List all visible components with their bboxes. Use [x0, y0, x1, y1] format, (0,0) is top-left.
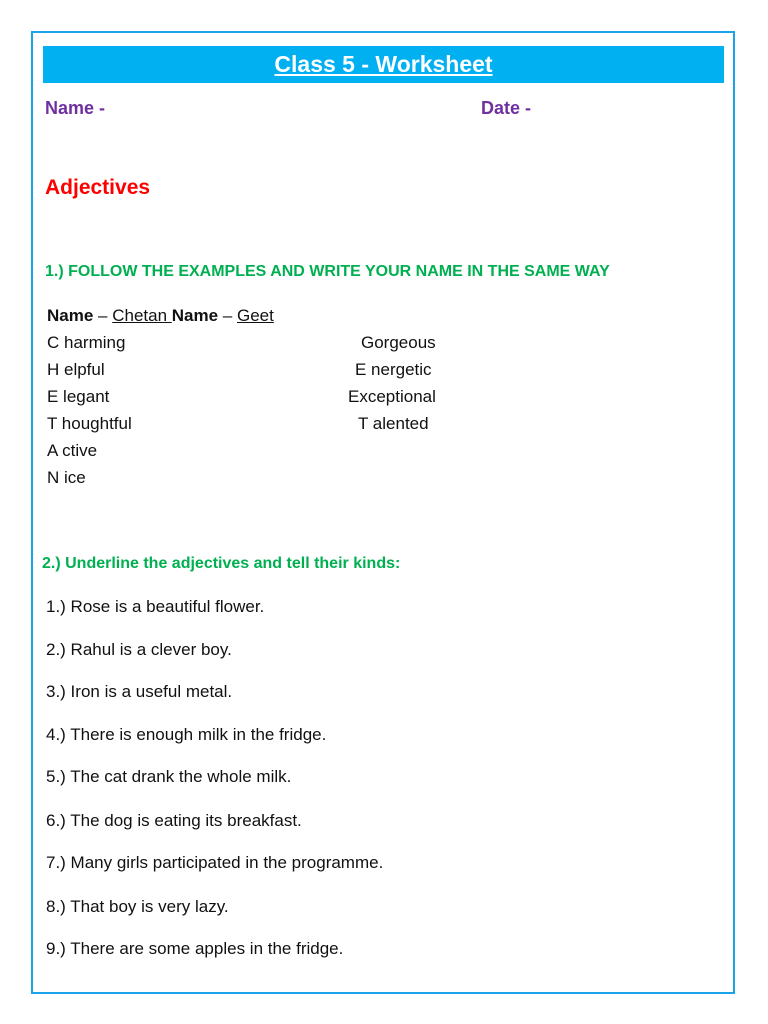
name-label: Name - — [45, 98, 106, 118]
sentence-item: 5.) The cat drank the whole milk. — [46, 767, 292, 786]
sentence-item: 3.) Iron is a useful metal. — [46, 682, 233, 701]
right-word: Gorgeous — [361, 333, 436, 352]
section2-heading: 2.) Underline the adjectives and tell their kinds: — [42, 555, 401, 572]
example-name-1: Chetan — [112, 306, 172, 325]
title-bar — [43, 46, 724, 83]
sentence-item: 8.) That boy is very lazy. — [46, 897, 229, 916]
sentence-item: 4.) There is enough milk in the fridge. — [46, 725, 327, 744]
left-word: E legant — [47, 387, 110, 406]
example-label-1: Name — [47, 306, 94, 325]
left-word: C harming — [47, 333, 126, 352]
worksheet-title: Class 5 - Worksheet — [274, 51, 493, 77]
example-dash-1: – — [93, 306, 113, 325]
example-row — [47, 306, 274, 326]
example-dash-2: – — [218, 306, 237, 325]
right-word: E nergetic — [355, 360, 432, 379]
right-word: T alented — [358, 414, 429, 433]
left-word: H elpful — [47, 360, 105, 379]
right-word: Exceptional — [348, 387, 436, 406]
sentence-item: 7.) Many girls participated in the programme. — [46, 853, 384, 872]
sentence-item: 9.) There are some apples in the fridge. — [46, 939, 344, 958]
topic-heading: Adjectives — [45, 176, 151, 199]
sentence-item: 2.) Rahul is a clever boy. — [46, 640, 232, 659]
date-label: Date - — [481, 98, 532, 118]
section1-heading: 1.) FOLLOW THE EXAMPLES AND WRITE YOUR NAME IN THE SAME WAY — [45, 263, 610, 280]
left-word: A ctive — [47, 441, 98, 460]
example-name-2: Geet — [236, 306, 274, 325]
sentence-item: 6.) The dog is eating its breakfast. — [46, 811, 302, 830]
left-word: T houghtful — [47, 414, 132, 433]
sentence-item: 1.) Rose is a beautiful flower. — [46, 597, 265, 616]
left-word: N ice — [47, 468, 86, 487]
example-label-2: Name — [171, 306, 219, 325]
